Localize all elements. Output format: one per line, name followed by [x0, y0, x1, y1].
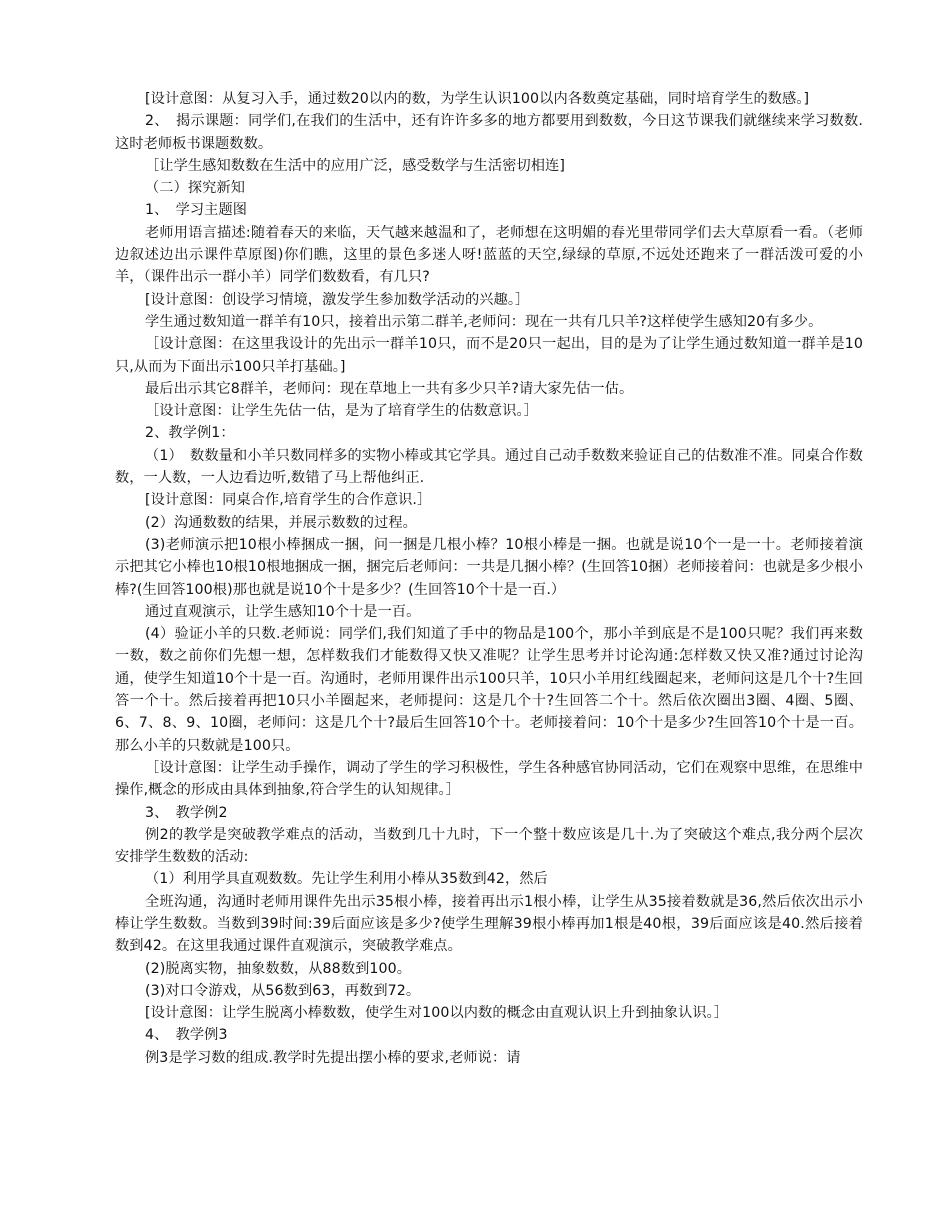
estimate-question: 最后出示其它8群羊，老师问：现在草地上一共有多少只羊?请大家先估一估。	[145, 380, 634, 397]
intuitive-demo: 通过直观演示，让学生感知10个十是一百。	[145, 603, 421, 620]
design-intent-cooperation: [设计意图：同桌合作,培育学生的合作意识.］	[145, 492, 432, 509]
example-1-step-1: （1） 数数量和小羊只数同样多的实物小棒或其它学具。通过自己动手数数来验证自己的估数准不准。同桌合作数数，一人数，一人边看边听,数错了马上帮他纠正.	[115, 447, 863, 487]
design-intent-hands-on: ［设计意图：让学生动手操作，调动了学生的学习积极性，学生各种感官协同活动，它们在观察中思维，在思维中操作,概念的形成由具体到抽象,符合学生的认知规律。］	[115, 759, 863, 799]
design-intent-situation: [设计意图：创设学习情境，激发学生参加数学活动的兴趣。］	[145, 291, 530, 308]
design-intent-estimate: ［设计意图：让学生先估一估，是为了培育学生的估数意识。］	[145, 403, 538, 420]
class-communication: 全班沟通，沟通时老师用课件先出示35根小棒，接着再出示1根小棒，让学生从35接着数就是36,然后依次出示小棒让学生数数。当数到39时间:39后面应该是多少?使学生理解39根小棒再加1根是40根，39后面应该是40.然后接着数到42。在这里我通过课件直观演示，突破教学难点。	[115, 893, 863, 955]
example-2-step-1: （1）利用学具直观数数。先让学生利用小棒从35数到42，然后	[145, 871, 548, 888]
document-page	[115, 88, 863, 1069]
example-2-heading: 3、 教学例2	[145, 804, 228, 821]
step-heading-theme-picture: 1、 学习主题图	[145, 202, 248, 219]
example-3-heading: 4、 教学例3	[145, 1027, 228, 1044]
design-intent-review: [设计意图：从复习入手，通过数20以内的数，为学生认识100以内各数奠定基础，同时培育学生的数感。]	[145, 91, 810, 107]
second-flock: 学生通过数知道一群羊有10只，接着出示第二群羊,老师问：现在一共有几只羊?这样使学生感知20有多少。	[145, 313, 823, 330]
design-intent-abstract: [设计意图：让学生脱离小棒数数，使学生对100以内数的概念由直观认识上升到抽象认识。］	[145, 1005, 729, 1022]
example-2-intro: 例2的教学是突破教学难点的活动，当数到几十九时，下一个整十数应该是几十.为了突破这个难点,我分两个层次安排学生数数的活动:	[115, 826, 863, 866]
design-intent-flock: ［设计意图：在这里我设计的先出示一群羊10只，而不是20只一起出，目的是为了让学生通过数知道一群羊是10只,从而为下面出示100只羊打基础。]	[115, 336, 863, 375]
design-intent-life: ［让学生感知数数在生活中的应用广泛，感受数学与生活密切相连]	[145, 157, 565, 174]
example-2-step-3: (3)对口令游戏，从56数到63，再数到72。	[145, 982, 421, 999]
reveal-topic: 2、 揭示课题：同学们,在我们的生活中，还有许许多多的地方都要用到数数，今日这节课我们就继续来学习数数.这时老师板书课题数数。	[115, 113, 863, 152]
example-3-intro: 例3是学习数的组成.教学时先提出摆小棒的要求,老师说：请	[145, 1049, 521, 1066]
teacher-description: 老师用语言描述:随着春天的来临，天气越来越温和了，老师想在这明媚的春光里带同学们去大草原看一看。（老师边叙述边出示课件草原图)你们瞧，这里的景色多迷人呀!蓝蓝的天空,绿绿的草原,不远处还跑来了一群活泼可爱的小羊，（课件出示一群小羊）同学们数数看，有几只?	[115, 224, 863, 286]
example-1-step-2: (2）沟通数数的结果，并展示数数的过程。	[145, 514, 417, 531]
example-1-heading: 2、教学例1：	[145, 425, 235, 442]
example-1-step-3: (3)老师演示把10根小棒捆成一捆，问一捆是几根小棒？10根小棒是一捆。也就是说10个一是一十。老师接着演示把其它小棒也10根10根地捆成一捆，捆完后老师问：一共是几捆小棒？(生回答10捆）老师接着问：也就是多少根小棒?(生回答100根)那也就是说10个十是多少？(生回答10个十是一百.）	[115, 536, 863, 598]
section-heading-explore: （二）探究新知	[145, 180, 246, 197]
example-2-step-2: (2)脱离实物，抽象数数，从88数到100。	[145, 960, 412, 977]
example-1-step-4: (4）验证小羊的只数.老师说：同学们,我们知道了手中的物品是100个，那小羊到底是不是100只呢？我们再来数一数，数之前你们先想一想，怎样数我们才能数得又快又准呢？让学生思考并讨论沟通:怎样数又快又准?通过讨论沟通，使学生知道10个十是一百。沟通时，老师用课件出示100只羊，10只小羊用红线圈起来，老师问这是几个十?生回答一个十。然后接着再把10只小羊圈起来，老师提问：这是几个十?生回答二个十。然后依次圈出3圈、4圈、5圈、6、7、8、9、10圈，老师问：这是几个十?最后生回答10个十。老师接着问：10个十是多少?生回答10个十是一百。那么小羊的只数就是100只。	[115, 626, 863, 754]
